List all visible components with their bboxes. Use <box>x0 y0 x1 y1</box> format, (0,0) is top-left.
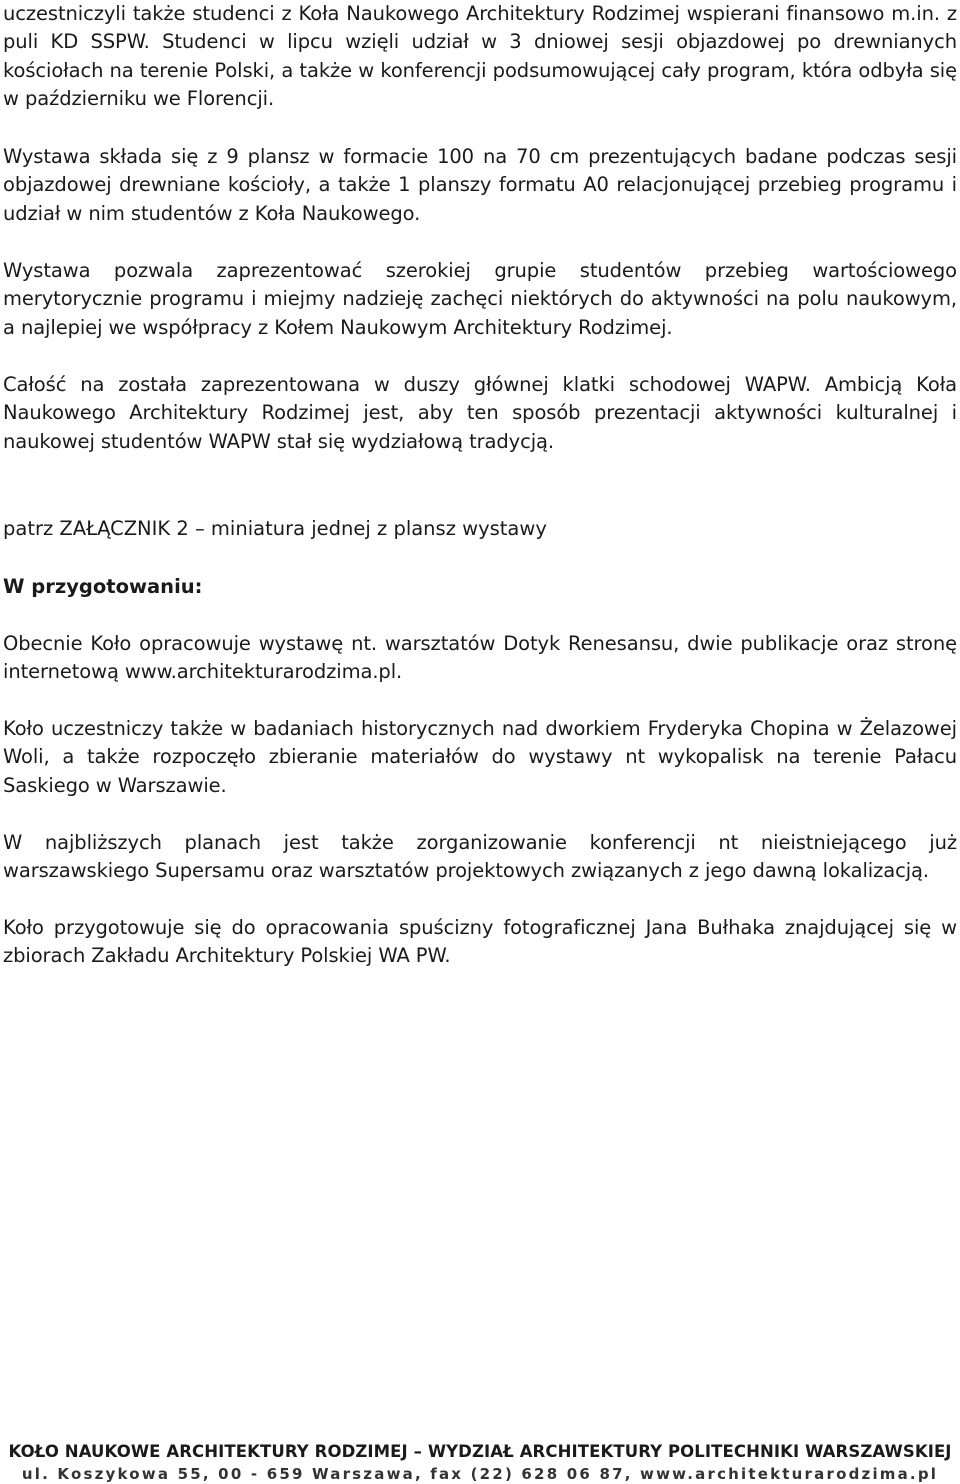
paragraph-exhibition-content: Wystawa składa się z 9 plansz w formacie 100 na 70 cm prezentujących badane podczas sesji objazdowej drewniane kościoły, a także 1 planszy formatu A0 relacjonującej przebieg programu i udział w nim studentów z Koła Naukowego. <box>3 145 957 225</box>
footer-organization: KOŁO NAUKOWE ARCHITEKTURY RODZIMEJ – WYDZIAŁ ARCHITEKTURY POLITECHNIKI WARSZAWSKIEJ <box>8 1442 952 1461</box>
paragraph-exhibition-location: Całość na została zaprezentowana w duszy głównej klatki schodowej WAPW. Ambicją Koła Naukowego Architektury Rodzimej jest, aby ten sposób prezentacji aktywności kulturalnej i naukowej studentów WAPW stał się wydziałową tradycją. <box>3 373 957 453</box>
paragraph-photo-archive: Koło przygotowuje się do opracowania spuścizny fotograficznej Jana Bułhaka znajdującej się w zbiorach Zakładu Architektury Polskiej WA PW. <box>3 916 957 968</box>
footer-address: ul. Koszykowa 55, 00 - 659 Warszawa, fax (22) 628 06 87, www.architekturarodzima.pl <box>21 1465 939 1483</box>
attachment-reference: patrz ZAŁĄCZNIK 2 – miniatura jednej z plansz wystawy <box>3 517 547 540</box>
paragraph-intro: uczestniczyli także studenci z Koła Naukowego Architektury Rodzimej wspierani finansowo m.in. z puli KD SSPW. Studenci w lipcu wzięli udział w 3 dniowej sesji objazdowej po drewnianych kościołach na terenie Polski, a także w konferencji podsumowującej cały program, która odbyła się w październiku we Florencji. <box>3 2 957 111</box>
paragraph-research: Koło uczestniczy także w badaniach historycznych nad dworkiem Fryderyka Chopina w Żelazowej Woli, a także rozpoczęło zbieranie materiałów do wystawy nt wykopalisk na terenie Pałacu Saskiego w Warszawie. <box>3 717 957 797</box>
paragraph-exhibition-purpose: Wystawa pozwala zaprezentować szerokiej grupie studentów przebieg wartościowego merytorycznie programu i miejmy nadzieję zachęci niektórych do aktywności na polu naukowym, a najlepiej we współpracy z Kołem Naukowym Architektury Rodzimej. <box>3 259 957 339</box>
paragraph-current-work: Obecnie Koło opracowuje wystawę nt. warsztatów Dotyk Renesansu, dwie publikacje oraz stronę internetową www.architekturarodzima.pl. <box>3 632 957 684</box>
paragraph-plans: W najbliższych planach jest także zorganizowanie konferencji nt nieistniejącego już warszawskiego Supersamu oraz warsztatów projektowych związanych z jego dawną lokalizacją. <box>3 831 957 883</box>
section-heading: W przygotowaniu: <box>3 575 203 598</box>
